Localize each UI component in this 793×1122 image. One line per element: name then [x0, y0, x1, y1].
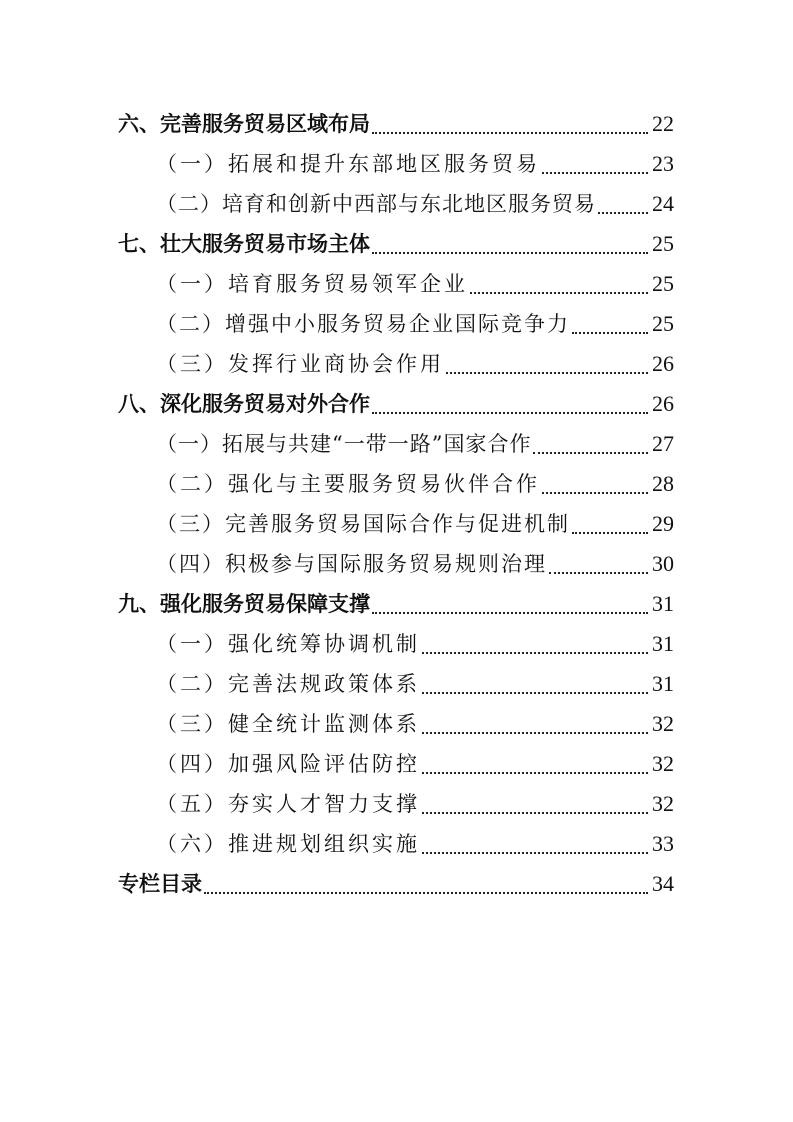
- toc-entry[interactable]: [118, 184, 674, 224]
- toc-entry-title: （三）健全统计监测体系: [156, 712, 420, 736]
- toc-entry-page: 32: [652, 791, 674, 816]
- toc-entry-title: （一）培育服务贸易领军企业: [156, 272, 468, 296]
- toc-entry[interactable]: [118, 304, 674, 344]
- toc-entry-title: （五）夯实人才智力支撑: [156, 792, 420, 816]
- toc-entry-title: （四）积极参与国际服务贸易规则治理: [156, 552, 547, 576]
- dot-leader: [572, 332, 648, 334]
- dot-leader: [422, 812, 648, 814]
- toc-entry-page: 24: [652, 191, 674, 216]
- toc-entry-page: 28: [652, 471, 674, 496]
- dot-leader: [372, 412, 648, 414]
- toc-entry-title: （三）发挥行业商协会作用: [156, 352, 444, 376]
- table-of-contents: [118, 104, 674, 904]
- toc-entry-title: （三）完善服务贸易国际合作与促进机制: [156, 512, 570, 536]
- toc-entry-title: （一）拓展与共建“一带一路”国家合作: [156, 432, 532, 456]
- dot-leader: [542, 492, 648, 494]
- toc-entry-page: 22: [652, 111, 674, 136]
- toc-entry[interactable]: [118, 824, 674, 864]
- dot-leader: [572, 532, 648, 534]
- dot-leader: [446, 372, 648, 374]
- dot-leader: [422, 772, 648, 774]
- toc-entry-page: 32: [652, 711, 674, 736]
- toc-entry-page: 31: [652, 631, 674, 656]
- toc-entry-page: 25: [652, 271, 674, 296]
- toc-entry-page: 32: [652, 751, 674, 776]
- toc-entry-title: （六）推进规划组织实施: [156, 832, 420, 856]
- toc-entry-page: 25: [652, 231, 674, 256]
- dot-leader: [372, 132, 648, 134]
- toc-entry-title: 九、强化服务贸易保障支撑: [118, 592, 370, 616]
- toc-entry[interactable]: [118, 864, 674, 904]
- toc-entry-page: 26: [652, 351, 674, 376]
- dot-leader: [422, 692, 648, 694]
- toc-entry[interactable]: [118, 744, 674, 784]
- toc-entry-title: 六、完善服务贸易区域布局: [118, 112, 370, 136]
- toc-entry-title: （二）培育和创新中西部与东北地区服务贸易: [156, 192, 596, 216]
- toc-entry-title: （一）拓展和提升东部地区服务贸易: [156, 152, 540, 176]
- dot-leader: [422, 852, 648, 854]
- dot-leader: [533, 452, 648, 454]
- toc-entry-page: 30: [652, 551, 674, 576]
- toc-entry[interactable]: [118, 704, 674, 744]
- toc-entry-title: 专栏目录: [118, 872, 202, 896]
- toc-entry[interactable]: [118, 464, 674, 504]
- toc-entry-page: 31: [652, 671, 674, 696]
- toc-entry[interactable]: [118, 384, 674, 424]
- toc-entry-page: 29: [652, 511, 674, 536]
- toc-entry-page: 23: [652, 151, 674, 176]
- dot-leader: [542, 172, 648, 174]
- toc-entry-title: （二）强化与主要服务贸易伙伴合作: [156, 472, 540, 496]
- toc-entry-page: 26: [652, 391, 674, 416]
- toc-entry[interactable]: [118, 104, 674, 144]
- toc-entry[interactable]: [118, 344, 674, 384]
- toc-entry[interactable]: [118, 664, 674, 704]
- dot-leader: [422, 732, 648, 734]
- toc-entry-title: （一）强化统筹协调机制: [156, 632, 420, 656]
- toc-entry[interactable]: [118, 424, 674, 464]
- toc-entry-page: 27: [652, 431, 674, 456]
- toc-entry-page: 25: [652, 311, 674, 336]
- toc-entry-title: 八、深化服务贸易对外合作: [118, 392, 370, 416]
- dot-leader: [598, 212, 648, 214]
- toc-entry[interactable]: [118, 264, 674, 304]
- toc-entry-page: 33: [652, 831, 674, 856]
- toc-entry[interactable]: [118, 544, 674, 584]
- toc-entry-title: （二）完善法规政策体系: [156, 672, 420, 696]
- toc-entry[interactable]: [118, 224, 674, 264]
- dot-leader: [372, 612, 648, 614]
- dot-leader: [204, 892, 648, 894]
- toc-entry-title: （二）增强中小服务贸易企业国际竞争力: [156, 312, 570, 336]
- toc-entry[interactable]: [118, 504, 674, 544]
- toc-entry-title: （四）加强风险评估防控: [156, 752, 420, 776]
- toc-entry-title: 七、壮大服务贸易市场主体: [118, 232, 370, 256]
- toc-entry[interactable]: [118, 784, 674, 824]
- dot-leader: [372, 252, 648, 254]
- dot-leader: [422, 652, 648, 654]
- toc-entry[interactable]: [118, 584, 674, 624]
- toc-entry-page: 31: [652, 591, 674, 616]
- dot-leader: [549, 572, 648, 574]
- toc-entry[interactable]: [118, 624, 674, 664]
- toc-entry-page: 34: [652, 871, 674, 896]
- toc-entry[interactable]: [118, 144, 674, 184]
- dot-leader: [470, 292, 648, 294]
